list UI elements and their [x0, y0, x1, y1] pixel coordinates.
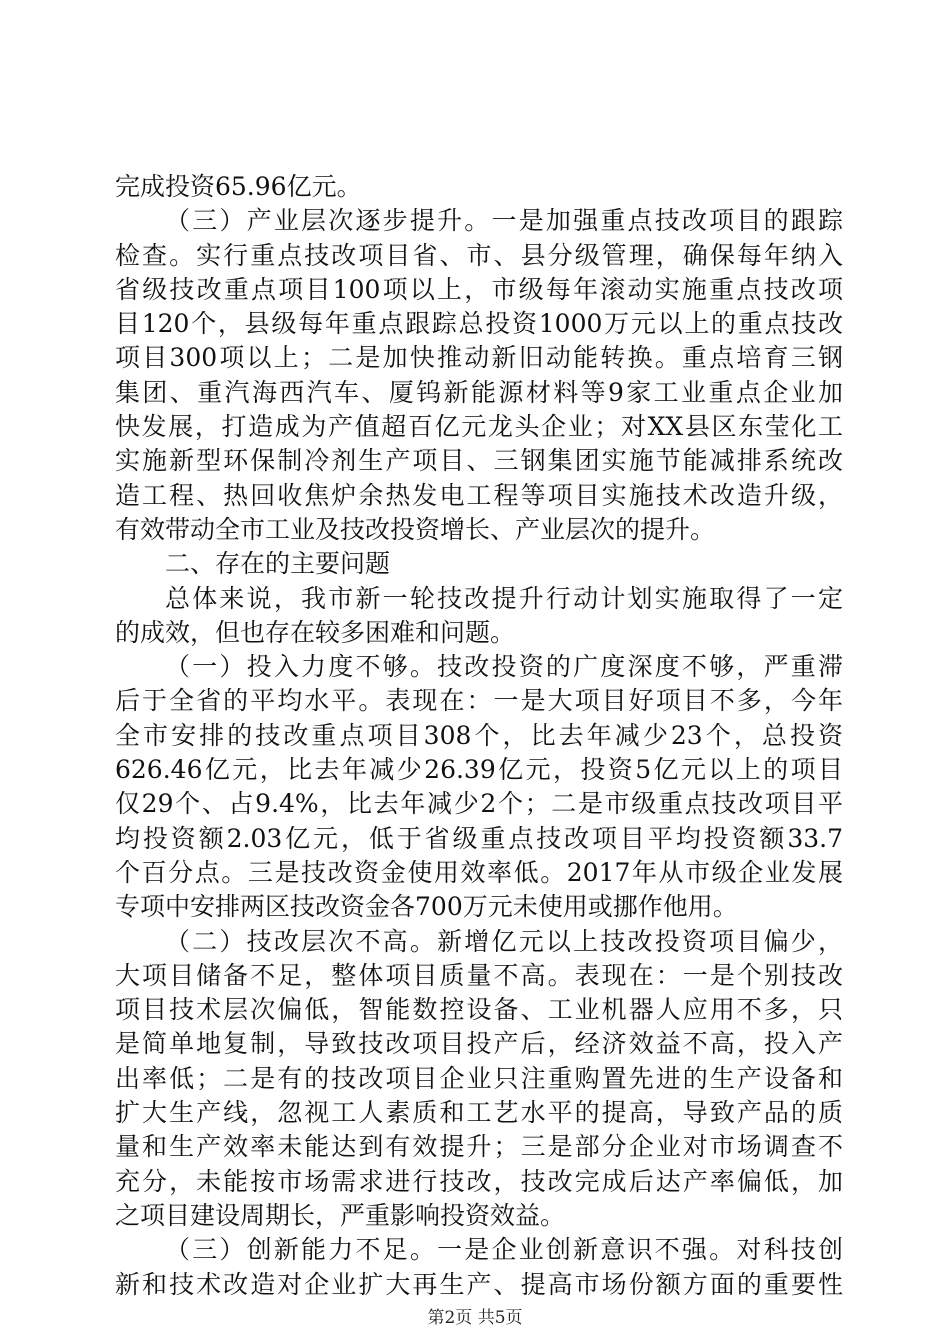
text-line: 项目300项以上；二是加快推动新旧动能转换。重点培育三钢	[115, 343, 843, 373]
text-line: 有效带动全市工业及技改投资增长、产业层次的提升。	[115, 514, 716, 544]
text-line: 集团、重汽海西汽车、厦钨新能源材料等9家工业重点企业加	[115, 377, 843, 407]
text-line: 充分，未能按市场需求进行技改，技改完成后达产率偏低，加	[115, 1166, 843, 1196]
text-line: 均投资额2.03亿元，低于省级重点技改项目平均投资额33.7	[115, 823, 843, 853]
text-line: 大项目储备不足，整体项目质量不高。表现在：一是个别技改	[115, 960, 843, 990]
text-line: 的成效，但也存在较多困难和问题。	[115, 617, 516, 647]
paragraph-start-line: （三）产业层次逐步提升。一是加强重点技改项目的跟踪	[165, 206, 843, 236]
text-line: 是简单地复制，导致技改项目投产后，经济效益不高，投入产	[115, 1029, 843, 1059]
page-footer: 第2页 共5页	[427, 1308, 523, 1328]
text-line: 之项目建设周期长，严重影响投资效益。	[115, 1200, 566, 1230]
text-line: 造工程、热回收焦炉余热发电工程等项目实施技术改造升级，	[115, 480, 843, 510]
text-line: 量和生产效率未能达到有效提升；三是部分企业对市场调查不	[115, 1132, 843, 1162]
text-line: 省级技改重点项目100项以上，市级每年滚动实施重点技改项	[115, 274, 843, 304]
text-line: 实施新型环保制冷剂生产项目、三钢集团实施节能减排系统改	[115, 446, 843, 476]
text-line: 626.46亿元，比去年减少26.39亿元，投资5亿元以上的项目	[115, 755, 843, 785]
text-line: 仅29个、占9.4%，比去年减少2个；二是市级重点技改项目平	[115, 789, 843, 819]
text-line: 出率低；二是有的技改项目企业只注重购置先进的生产设备和	[115, 1063, 843, 1093]
text-line: 快发展，打造成为产值超百亿元龙头企业；对XX县区东莹化工	[115, 412, 843, 442]
paragraph-start-line: （三）创新能力不足。一是企业创新意识不强。对科技创	[165, 1235, 843, 1265]
text-line: 检查。实行重点技改项目省、市、县分级管理，确保每年纳入	[115, 240, 843, 270]
text-line: 完成投资65.96亿元。	[115, 172, 362, 201]
document-body	[115, 170, 843, 1302]
text-line: 目120个，县级每年重点跟踪总投资1000万元以上的重点技改	[115, 309, 843, 339]
text-line: 扩大生产线，忽视工人素质和工艺水平的提高，导致产品的质	[115, 1098, 843, 1128]
text-line: 后于全省的平均水平。表现在：一是大项目好项目不多，今年	[115, 686, 843, 716]
text-line: 专项中安排两区技改资金各700万元未使用或挪作他用。	[115, 892, 738, 922]
section-heading: 二、存在的主要问题	[165, 549, 391, 579]
text-line: 项目技术层次偏低，智能数控设备、工业机器人应用不多，只	[115, 995, 843, 1025]
paragraph-start-line: （一）投入力度不够。技改投资的广度深度不够，严重滞	[165, 652, 843, 682]
text-line: 新和技术改造对企业扩大再生产、提高市场份额方面的重要性	[115, 1269, 843, 1299]
paragraph-start-line: 总体来说，我市新一轮技改提升行动计划实施取得了一定	[165, 583, 843, 613]
text-line: 个百分点。三是技改资金使用效率低。2017年从市级企业发展	[115, 857, 843, 887]
paragraph-start-line: （二）技改层次不高。新增亿元以上技改投资项目偏少，	[165, 926, 843, 956]
text-line: 全市安排的技改重点项目308个，比去年减少23个，总投资	[115, 720, 843, 750]
